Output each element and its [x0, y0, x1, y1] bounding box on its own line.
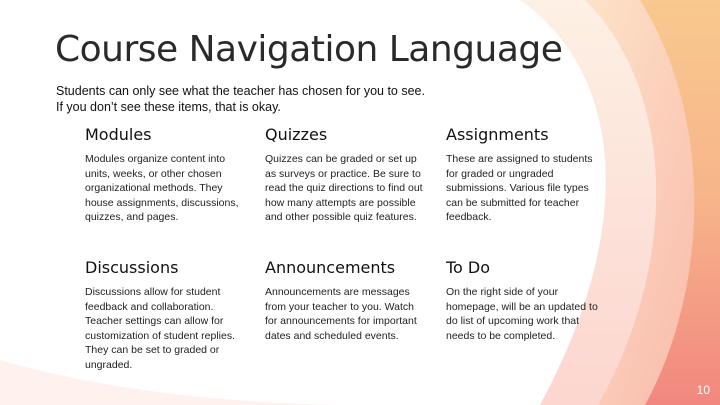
item-description: Quizzes can be graded or set up as surveys or practice. Be sure to read the quiz directions to find out how many attempts are possible and other possible quiz features. — [265, 153, 423, 223]
item-discussions — [85, 257, 245, 372]
item-description: On the right side of your homepage, will be an updated to do list of upcoming work that needs to be completed. — [446, 286, 598, 342]
item-announcements — [265, 257, 425, 343]
slide-title: Course Navigation Language — [55, 29, 563, 70]
item-title: Discussions — [85, 258, 179, 277]
item-description: Modules organize content into units, weeks, or other chosen organizational methods. They house assignments, discussions, quizzes, and pages. — [85, 153, 239, 223]
item-modules — [85, 124, 245, 225]
page-number: 10 — [696, 383, 710, 397]
item-quizzes — [265, 124, 425, 225]
subtitle-line: If you don’t see these items, that is okay. — [56, 100, 281, 114]
item-title: Assignments — [446, 125, 549, 144]
item-title: To Do — [446, 258, 491, 277]
slide-subtitle — [56, 83, 526, 115]
item-title: Quizzes — [265, 125, 328, 144]
item-title: Modules — [85, 125, 152, 144]
item-todo — [446, 257, 606, 343]
item-description: Discussions allow for student feedback and collaboration. Teacher settings can allow for customization of student replies. They can be set to graded or ungraded. — [85, 286, 235, 371]
subtitle-line: Students can only see what the teacher has chosen for you to see. — [56, 84, 425, 98]
item-description: Announcements are messages from your teacher to you. Watch for announcements for important dates and scheduled events. — [265, 286, 417, 342]
item-description: These are assigned to students for graded or ungraded submissions. Various file types can be submitted for teacher feedback. — [446, 153, 593, 223]
item-assignments — [446, 124, 606, 225]
item-title: Announcements — [265, 258, 396, 277]
